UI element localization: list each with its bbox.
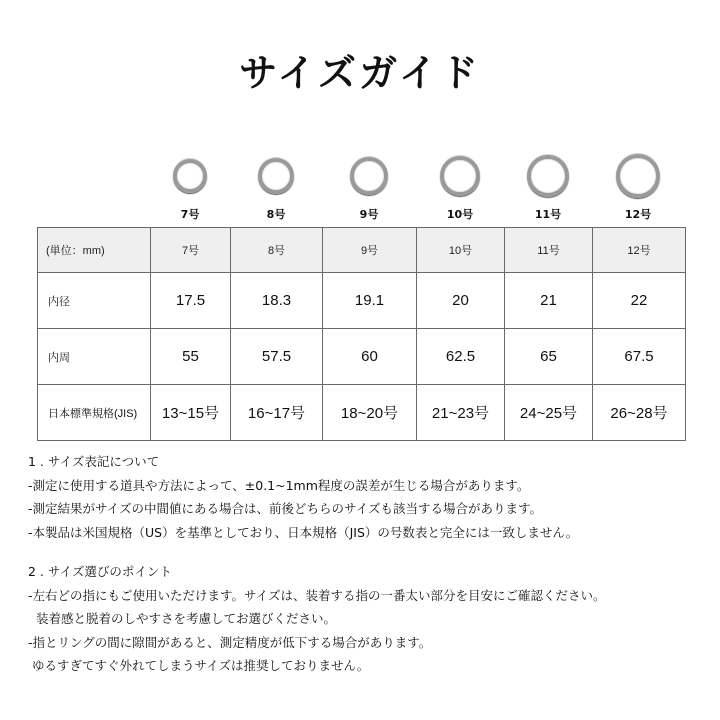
table-cell: 22 — [593, 273, 686, 329]
table-cell: 60 — [323, 329, 417, 385]
note-line: ゆるすぎてすぐ外れてしまうサイズは推奨しておりません。 — [28, 658, 370, 673]
table-cell: 55 — [151, 329, 231, 385]
ring-label: 12号 — [624, 208, 652, 221]
ring-11 — [504, 150, 592, 226]
notes-heading: 2 . サイズ選びのポイント — [28, 564, 172, 579]
column-header: 9号 — [323, 228, 417, 273]
note-line: -測定に使用する道具や方法によって、±0.1~1mm程度の誤差が生じる場合があります。 — [28, 477, 530, 493]
ring-label: 7号 — [180, 208, 200, 221]
table-cell: 57.5 — [231, 329, 323, 385]
ring-icon — [258, 158, 294, 194]
ring-label: 11号 — [534, 208, 562, 221]
column-header: 7号 — [151, 228, 231, 273]
table-cell: 67.5 — [593, 329, 686, 385]
ring-icon — [616, 154, 660, 198]
table-header-row — [38, 228, 686, 273]
table-cell: 13~15号 — [151, 385, 231, 441]
note-line: -指とリングの間に隙間があると、測定精度が低下する場合があります。 — [28, 634, 432, 650]
row-label: 内周 — [38, 329, 151, 385]
size-table — [37, 227, 686, 441]
table-row — [38, 329, 686, 385]
ring-10 — [416, 150, 504, 226]
ring-icon — [350, 157, 388, 195]
ring-icon — [173, 159, 207, 193]
row-label: 内径 — [38, 273, 151, 329]
table-cell: 16~17号 — [231, 385, 323, 441]
column-header: 10号 — [417, 228, 505, 273]
table-cell: 19.1 — [323, 273, 417, 329]
ring-8 — [230, 150, 322, 226]
column-header: 8号 — [231, 228, 323, 273]
table-row — [38, 385, 686, 441]
ring-label: 10号 — [446, 208, 474, 221]
table-cell: 21~23号 — [417, 385, 505, 441]
table-row — [38, 273, 686, 329]
table-cell: 17.5 — [151, 273, 231, 329]
page-title: サイズガイド — [239, 51, 481, 95]
column-header: 11号 — [505, 228, 593, 273]
unit-header: (単位：mm) — [38, 228, 151, 273]
ring-7 — [150, 150, 230, 226]
table-cell: 18.3 — [231, 273, 323, 329]
table-cell: 24~25号 — [505, 385, 593, 441]
table-cell: 65 — [505, 329, 593, 385]
note-line: 装着感と脱着のしやすさを考慮してお選びください。 — [28, 611, 336, 626]
ring-label: 8号 — [266, 208, 286, 221]
ring-icon — [440, 156, 480, 196]
notes-heading: 1 . サイズ表記について — [28, 454, 160, 469]
note-line: -測定結果がサイズの中間値にある場合は、前後どちらのサイズも該当する場合があります。 — [28, 501, 543, 516]
ring-icon — [527, 155, 569, 197]
column-header: 12号 — [593, 228, 686, 273]
table-cell: 62.5 — [417, 329, 505, 385]
ring-9 — [322, 150, 416, 226]
ring-12 — [592, 150, 684, 226]
table-cell: 26~28号 — [593, 385, 686, 441]
note-line: -左右どの指にもご使用いただけます。サイズは、装着する指の一番太い部分を目安にご確認ください。 — [28, 587, 606, 603]
note-line: -本製品は米国規格（US）を基準としており、日本規格（JIS）の号数表と完全には一致しません。 — [28, 524, 579, 540]
ring-label: 9号 — [359, 208, 379, 221]
ring-illustrations — [150, 150, 684, 226]
table-cell: 18~20号 — [323, 385, 417, 441]
table-cell: 21 — [505, 273, 593, 329]
row-label: 日本標準規格(JIS) — [38, 385, 151, 441]
table-cell: 20 — [417, 273, 505, 329]
notes — [28, 450, 708, 678]
